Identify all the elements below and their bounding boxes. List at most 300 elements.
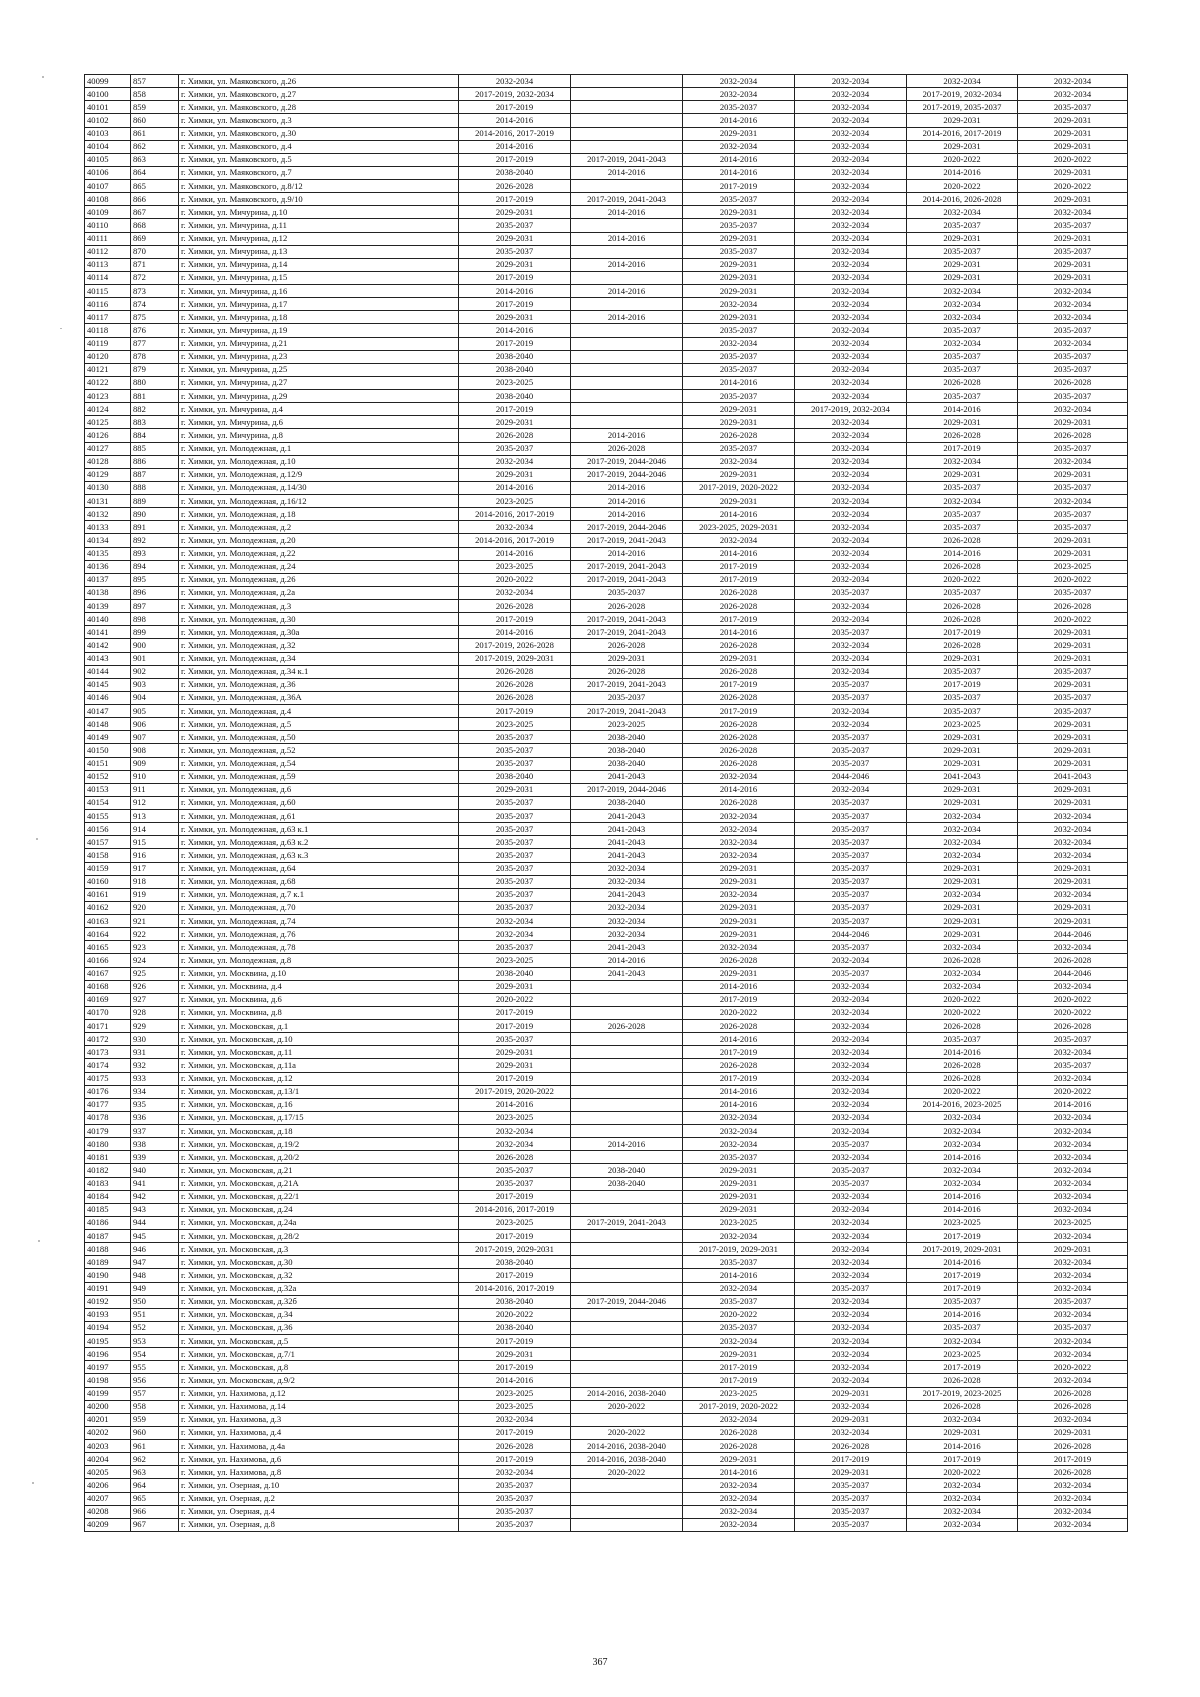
period-cell-4: 2035-2037 xyxy=(795,1492,907,1505)
period-cell-1: 2017-2019 xyxy=(459,613,571,626)
period-cell-4: 2035-2037 xyxy=(795,888,907,901)
period-cell-5: 2032-2034 xyxy=(907,1125,1018,1138)
address-cell: г. Химки, ул. Нахимова, д.4 xyxy=(179,1426,459,1439)
period-cell-4: 2032-2034 xyxy=(795,1072,907,1085)
address-cell: г. Химки, ул. Нахимова, д.12 xyxy=(179,1387,459,1400)
record-id-cell: 40188 xyxy=(85,1243,131,1256)
record-id-cell: 40099 xyxy=(85,75,131,88)
period-cell-1: 2035-2037 xyxy=(459,1518,571,1531)
table-row xyxy=(85,1138,1128,1151)
period-cell-5: 2014-2016 xyxy=(907,1308,1018,1321)
period-cell-2: 2017-2019, 2041-2043 xyxy=(571,1216,683,1229)
period-cell-3: 2017-2019 xyxy=(683,560,795,573)
period-cell-6: 2032-2034 xyxy=(1018,285,1128,298)
period-cell-6: 2029-2031 xyxy=(1018,862,1128,875)
table-row xyxy=(85,455,1128,468)
address-cell: г. Химки, ул. Мичурина, д.18 xyxy=(179,311,459,324)
period-cell-6: 2032-2034 xyxy=(1018,298,1128,311)
period-cell-3: 2032-2034 xyxy=(683,140,795,153)
address-cell: г. Химки, ул. Озерная, д.10 xyxy=(179,1479,459,1492)
period-cell-4: 2032-2034 xyxy=(795,1059,907,1072)
table-row xyxy=(85,1453,1128,1466)
record-id-cell: 40103 xyxy=(85,127,131,140)
period-cell-6: 2026-2028 xyxy=(1018,1387,1128,1400)
period-cell-5: 2029-2031 xyxy=(907,862,1018,875)
period-cell-4: 2032-2034 xyxy=(795,954,907,967)
row-number-cell: 939 xyxy=(131,1151,179,1164)
period-cell-2 xyxy=(571,88,683,101)
table-row xyxy=(85,744,1128,757)
period-cell-3: 2014-2016 xyxy=(683,547,795,560)
period-cell-4: 2032-2034 xyxy=(795,1111,907,1124)
period-cell-4: 2035-2037 xyxy=(795,836,907,849)
record-id-cell: 40162 xyxy=(85,901,131,914)
record-id-cell: 40138 xyxy=(85,586,131,599)
address-cell: г. Химки, ул. Молодежная, д.26 xyxy=(179,573,459,586)
period-cell-2 xyxy=(571,1308,683,1321)
period-cell-3: 2026-2028 xyxy=(683,1426,795,1439)
period-cell-2: 2017-2019, 2041-2043 xyxy=(571,613,683,626)
address-cell: г. Химки, ул. Молодежная, д.20 xyxy=(179,534,459,547)
period-cell-2 xyxy=(571,1203,683,1216)
period-cell-1: 2023-2025 xyxy=(459,1216,571,1229)
period-cell-1: 2035-2037 xyxy=(459,810,571,823)
table-row xyxy=(85,1413,1128,1426)
table-row xyxy=(85,705,1128,718)
period-cell-6: 2032-2034 xyxy=(1018,1308,1128,1321)
record-id-cell: 40163 xyxy=(85,915,131,928)
period-cell-3: 2032-2034 xyxy=(683,1413,795,1426)
record-id-cell: 40187 xyxy=(85,1230,131,1243)
period-cell-2: 2032-2034 xyxy=(571,875,683,888)
period-cell-4: 2032-2034 xyxy=(795,166,907,179)
period-cell-1: 2029-2031 xyxy=(459,232,571,245)
period-cell-3: 2014-2016 xyxy=(683,153,795,166)
table-row xyxy=(85,1335,1128,1348)
period-cell-3: 2032-2034 xyxy=(683,75,795,88)
period-cell-2: 2017-2019, 2044-2046 xyxy=(571,783,683,796)
row-number-cell: 866 xyxy=(131,193,179,206)
period-cell-1: 2038-2040 xyxy=(459,390,571,403)
row-number-cell: 944 xyxy=(131,1216,179,1229)
address-cell: г. Химки, ул. Мичурина, д.15 xyxy=(179,271,459,284)
period-cell-2 xyxy=(571,140,683,153)
period-cell-6: 2035-2037 xyxy=(1018,442,1128,455)
period-cell-6: 2035-2037 xyxy=(1018,481,1128,494)
period-cell-3: 2017-2019 xyxy=(683,993,795,1006)
period-cell-2 xyxy=(571,1098,683,1111)
period-cell-6: 2032-2034 xyxy=(1018,495,1128,508)
period-cell-6: 2032-2034 xyxy=(1018,1282,1128,1295)
period-cell-6: 2020-2022 xyxy=(1018,993,1128,1006)
record-id-cell: 40122 xyxy=(85,376,131,389)
address-cell: г. Химки, ул. Московская, д.7/1 xyxy=(179,1348,459,1361)
period-cell-6: 2032-2034 xyxy=(1018,1046,1128,1059)
period-cell-4: 2032-2034 xyxy=(795,271,907,284)
table-row xyxy=(85,363,1128,376)
address-cell: г. Химки, ул. Молодежная, д.54 xyxy=(179,757,459,770)
address-cell: г. Химки, ул. Мичурина, д.14 xyxy=(179,258,459,271)
row-number-cell: 945 xyxy=(131,1230,179,1243)
row-number-cell: 898 xyxy=(131,613,179,626)
period-cell-1: 2038-2040 xyxy=(459,363,571,376)
period-cell-2 xyxy=(571,127,683,140)
period-cell-3: 2017-2019 xyxy=(683,1361,795,1374)
address-cell: г. Химки, ул. Молодежная, д.36А xyxy=(179,691,459,704)
table-row xyxy=(85,613,1128,626)
period-cell-3: 2032-2034 xyxy=(683,455,795,468)
table-row xyxy=(85,1190,1128,1203)
period-cell-2: 2014-2016 xyxy=(571,1138,683,1151)
table-row xyxy=(85,1518,1128,1531)
period-cell-4: 2032-2034 xyxy=(795,573,907,586)
table-row xyxy=(85,1308,1128,1321)
table-row xyxy=(85,1177,1128,1190)
period-cell-5: 2032-2034 xyxy=(907,1518,1018,1531)
period-cell-2 xyxy=(571,980,683,993)
period-cell-6: 2035-2037 xyxy=(1018,691,1128,704)
period-cell-3: 2026-2028 xyxy=(683,744,795,757)
period-cell-5: 2026-2028 xyxy=(907,1020,1018,1033)
period-cell-3: 2026-2028 xyxy=(683,691,795,704)
period-cell-1: 2029-2031 xyxy=(459,416,571,429)
period-cell-5: 2029-2031 xyxy=(907,744,1018,757)
period-cell-1: 2014-2016, 2017-2019 xyxy=(459,534,571,547)
period-cell-2: 2041-2043 xyxy=(571,967,683,980)
period-cell-4: 2035-2037 xyxy=(795,1177,907,1190)
period-cell-2: 2014-2016, 2038-2040 xyxy=(571,1440,683,1453)
period-cell-1: 2017-2019 xyxy=(459,101,571,114)
address-cell: г. Химки, ул. Московская, д.5 xyxy=(179,1335,459,1348)
period-cell-2 xyxy=(571,1006,683,1019)
period-cell-2: 2038-2040 xyxy=(571,1177,683,1190)
table-body xyxy=(85,75,1128,1532)
period-cell-1: 2014-2016 xyxy=(459,285,571,298)
period-cell-4: 2032-2034 xyxy=(795,1020,907,1033)
table-row xyxy=(85,219,1128,232)
record-id-cell: 40145 xyxy=(85,678,131,691)
table-row xyxy=(85,783,1128,796)
record-id-cell: 40152 xyxy=(85,770,131,783)
period-cell-3: 2032-2034 xyxy=(683,1518,795,1531)
period-cell-1: 2014-2016, 2017-2019 xyxy=(459,1203,571,1216)
address-cell: г. Химки, ул. Молодежная, д.30 xyxy=(179,613,459,626)
period-cell-4: 2032-2034 xyxy=(795,442,907,455)
period-cell-6: 2032-2034 xyxy=(1018,1177,1128,1190)
period-cell-3: 2029-2031 xyxy=(683,928,795,941)
period-cell-1: 2020-2022 xyxy=(459,573,571,586)
period-cell-1: 2038-2040 xyxy=(459,770,571,783)
period-cell-1: 2017-2019 xyxy=(459,1453,571,1466)
record-id-cell: 40139 xyxy=(85,600,131,613)
table-row xyxy=(85,1295,1128,1308)
period-cell-3: 2023-2025, 2029-2031 xyxy=(683,521,795,534)
address-cell: г. Химки, ул. Молодежная, д.63 к.2 xyxy=(179,836,459,849)
period-cell-2: 2014-2016 xyxy=(571,954,683,967)
row-number-cell: 908 xyxy=(131,744,179,757)
row-number-cell: 931 xyxy=(131,1046,179,1059)
period-cell-5: 2032-2034 xyxy=(907,1177,1018,1190)
period-cell-3: 2032-2034 xyxy=(683,337,795,350)
period-cell-5: 2020-2022 xyxy=(907,180,1018,193)
address-cell: г. Химки, ул. Маяковского, д.9/10 xyxy=(179,193,459,206)
scan-speck xyxy=(32,1482,34,1484)
period-cell-3: 2035-2037 xyxy=(683,324,795,337)
record-id-cell: 40104 xyxy=(85,140,131,153)
period-cell-2: 2014-2016 xyxy=(571,495,683,508)
address-cell: г. Химки, ул. Московская, д.8 xyxy=(179,1361,459,1374)
period-cell-2 xyxy=(571,1374,683,1387)
table-row xyxy=(85,481,1128,494)
period-cell-6: 2032-2034 xyxy=(1018,1518,1128,1531)
period-cell-2 xyxy=(571,1072,683,1085)
period-cell-1: 2023-2025 xyxy=(459,560,571,573)
period-cell-4: 2032-2034 xyxy=(795,560,907,573)
address-cell: г. Химки, ул. Молодежная, д.18 xyxy=(179,508,459,521)
address-cell: г. Химки, ул. Мичурина, д.8 xyxy=(179,429,459,442)
period-cell-3: 2032-2034 xyxy=(683,849,795,862)
period-cell-5: 2026-2028 xyxy=(907,1374,1018,1387)
address-cell: г. Химки, ул. Московская, д.32 xyxy=(179,1269,459,1282)
record-id-cell: 40132 xyxy=(85,508,131,521)
period-cell-1: 2026-2028 xyxy=(459,678,571,691)
period-cell-4: 2032-2034 xyxy=(795,1230,907,1243)
period-cell-6: 2032-2034 xyxy=(1018,1151,1128,1164)
period-cell-2 xyxy=(571,75,683,88)
table-row xyxy=(85,206,1128,219)
table-row xyxy=(85,1125,1128,1138)
period-cell-4: 2032-2034 xyxy=(795,1243,907,1256)
period-cell-4: 2032-2034 xyxy=(795,993,907,1006)
period-cell-5: 2020-2022 xyxy=(907,573,1018,586)
table-row xyxy=(85,88,1128,101)
period-cell-2 xyxy=(571,101,683,114)
row-number-cell: 893 xyxy=(131,547,179,560)
address-cell: г. Химки, ул. Молодежная, д.63 к.3 xyxy=(179,849,459,862)
period-cell-6: 2032-2034 xyxy=(1018,849,1128,862)
table-row xyxy=(85,941,1128,954)
row-number-cell: 965 xyxy=(131,1492,179,1505)
period-cell-5: 2029-2031 xyxy=(907,731,1018,744)
period-cell-3: 2035-2037 xyxy=(683,193,795,206)
period-cell-5: 2035-2037 xyxy=(907,521,1018,534)
period-cell-6: 2029-2031 xyxy=(1018,757,1128,770)
row-number-cell: 873 xyxy=(131,285,179,298)
period-cell-4: 2032-2034 xyxy=(795,1190,907,1203)
period-cell-6: 2023-2025 xyxy=(1018,1216,1128,1229)
period-cell-3: 2017-2019, 2020-2022 xyxy=(683,1400,795,1413)
record-id-cell: 40131 xyxy=(85,495,131,508)
table-row xyxy=(85,731,1128,744)
table-row xyxy=(85,140,1128,153)
period-cell-6: 2032-2034 xyxy=(1018,206,1128,219)
record-id-cell: 40170 xyxy=(85,1006,131,1019)
period-cell-6: 2029-2031 xyxy=(1018,744,1128,757)
record-id-cell: 40127 xyxy=(85,442,131,455)
address-cell: г. Химки, ул. Московская, д.24 xyxy=(179,1203,459,1216)
record-id-cell: 40203 xyxy=(85,1440,131,1453)
period-cell-4: 2035-2037 xyxy=(795,849,907,862)
period-cell-5: 2014-2016 xyxy=(907,547,1018,560)
period-cell-2: 2017-2019, 2041-2043 xyxy=(571,534,683,547)
period-cell-6: 2029-2031 xyxy=(1018,547,1128,560)
period-cell-1: 2026-2028 xyxy=(459,665,571,678)
period-cell-4: 2032-2034 xyxy=(795,1085,907,1098)
period-cell-2: 2020-2022 xyxy=(571,1466,683,1479)
period-cell-1: 2035-2037 xyxy=(459,1492,571,1505)
row-number-cell: 872 xyxy=(131,271,179,284)
scan-speck xyxy=(60,328,62,329)
period-cell-4: 2026-2028 xyxy=(795,1440,907,1453)
table-row xyxy=(85,285,1128,298)
period-cell-4: 2032-2034 xyxy=(795,1006,907,1019)
record-id-cell: 40119 xyxy=(85,337,131,350)
period-cell-1: 2035-2037 xyxy=(459,1164,571,1177)
address-cell: г. Химки, ул. Московская, д.32б xyxy=(179,1295,459,1308)
period-cell-3: 2032-2034 xyxy=(683,1138,795,1151)
table-row xyxy=(85,1492,1128,1505)
period-cell-2 xyxy=(571,993,683,1006)
period-cell-5: 2032-2034 xyxy=(907,455,1018,468)
table-row xyxy=(85,1033,1128,1046)
row-number-cell: 875 xyxy=(131,311,179,324)
table-row xyxy=(85,1111,1128,1124)
period-cell-6: 2032-2034 xyxy=(1018,1492,1128,1505)
address-cell: г. Химки, ул. Молодежная, д.10 xyxy=(179,455,459,468)
address-cell: г. Химки, ул. Маяковского, д.27 xyxy=(179,88,459,101)
period-cell-1: 2017-2019 xyxy=(459,337,571,350)
row-number-cell: 924 xyxy=(131,954,179,967)
record-id-cell: 40107 xyxy=(85,180,131,193)
address-cell: г. Химки, ул. Московская, д.32а xyxy=(179,1282,459,1295)
period-cell-4: 2032-2034 xyxy=(795,127,907,140)
period-cell-2: 2014-2016, 2038-2040 xyxy=(571,1387,683,1400)
period-cell-5: 2032-2034 xyxy=(907,888,1018,901)
period-cell-5: 2017-2019 xyxy=(907,1453,1018,1466)
period-cell-4: 2032-2034 xyxy=(795,521,907,534)
address-cell: г. Химки, ул. Молодежная, д.22 xyxy=(179,547,459,560)
table-row xyxy=(85,901,1128,914)
address-cell: г. Химки, ул. Маяковского, д.26 xyxy=(179,75,459,88)
period-cell-2: 2041-2043 xyxy=(571,770,683,783)
table-row xyxy=(85,954,1128,967)
period-cell-5: 2035-2037 xyxy=(907,324,1018,337)
period-cell-4: 2032-2034 xyxy=(795,206,907,219)
period-cell-1: 2017-2019, 2032-2034 xyxy=(459,88,571,101)
period-cell-6: 2035-2037 xyxy=(1018,219,1128,232)
period-cell-5: 2029-2031 xyxy=(907,271,1018,284)
period-cell-1: 2035-2037 xyxy=(459,836,571,849)
record-id-cell: 40191 xyxy=(85,1282,131,1295)
period-cell-3: 2017-2019 xyxy=(683,573,795,586)
period-cell-4: 2032-2034 xyxy=(795,547,907,560)
period-cell-2: 2017-2019, 2041-2043 xyxy=(571,705,683,718)
period-cell-1: 2032-2034 xyxy=(459,586,571,599)
row-number-cell: 954 xyxy=(131,1348,179,1361)
period-cell-1: 2035-2037 xyxy=(459,731,571,744)
period-cell-4: 2035-2037 xyxy=(795,626,907,639)
period-cell-1: 2038-2040 xyxy=(459,967,571,980)
period-cell-5: 2014-2016 xyxy=(907,1440,1018,1453)
period-cell-4: 2032-2034 xyxy=(795,363,907,376)
address-cell: г. Химки, ул. Молодежная, д.74 xyxy=(179,915,459,928)
period-cell-2: 2017-2019, 2044-2046 xyxy=(571,455,683,468)
period-cell-3: 2032-2034 xyxy=(683,1230,795,1243)
period-cell-4: 2032-2034 xyxy=(795,705,907,718)
row-number-cell: 933 xyxy=(131,1072,179,1085)
period-cell-5: 2032-2034 xyxy=(907,1335,1018,1348)
table-row xyxy=(85,1085,1128,1098)
period-cell-3: 2029-2031 xyxy=(683,967,795,980)
row-number-cell: 941 xyxy=(131,1177,179,1190)
row-number-cell: 894 xyxy=(131,560,179,573)
row-number-cell: 922 xyxy=(131,928,179,941)
period-cell-1: 2032-2034 xyxy=(459,521,571,534)
period-cell-4: 2032-2034 xyxy=(795,783,907,796)
row-number-cell: 904 xyxy=(131,691,179,704)
period-cell-5: 2017-2019, 2035-2037 xyxy=(907,101,1018,114)
data-sheet xyxy=(84,74,1127,1532)
period-cell-4: 2044-2046 xyxy=(795,928,907,941)
table-row xyxy=(85,416,1128,429)
period-cell-3: 2026-2028 xyxy=(683,718,795,731)
period-cell-4: 2032-2034 xyxy=(795,324,907,337)
period-cell-6: 2020-2022 xyxy=(1018,613,1128,626)
table-row xyxy=(85,534,1128,547)
period-cell-2: 2026-2028 xyxy=(571,600,683,613)
row-number-cell: 901 xyxy=(131,652,179,665)
table-row xyxy=(85,324,1128,337)
period-cell-1: 2014-2016 xyxy=(459,626,571,639)
address-cell: г. Химки, ул. Мичурина, д.23 xyxy=(179,350,459,363)
row-number-cell: 962 xyxy=(131,1453,179,1466)
period-cell-6: 2044-2046 xyxy=(1018,967,1128,980)
period-cell-4: 2032-2034 xyxy=(795,1321,907,1334)
row-number-cell: 955 xyxy=(131,1361,179,1374)
period-cell-5: 2035-2037 xyxy=(907,219,1018,232)
period-cell-2 xyxy=(571,1033,683,1046)
row-number-cell: 921 xyxy=(131,915,179,928)
period-cell-5: 2035-2037 xyxy=(907,586,1018,599)
period-cell-2: 2041-2043 xyxy=(571,810,683,823)
period-cell-2 xyxy=(571,1505,683,1518)
row-number-cell: 915 xyxy=(131,836,179,849)
table-row xyxy=(85,193,1128,206)
scan-speck xyxy=(36,838,38,840)
period-cell-4: 2032-2034 xyxy=(795,1374,907,1387)
row-number-cell: 956 xyxy=(131,1374,179,1387)
period-cell-6: 2035-2037 xyxy=(1018,1033,1128,1046)
period-cell-1: 2017-2019 xyxy=(459,271,571,284)
period-cell-6: 2032-2034 xyxy=(1018,888,1128,901)
address-cell: г. Химки, ул. Озерная, д.8 xyxy=(179,1518,459,1531)
table-row xyxy=(85,180,1128,193)
address-cell: г. Химки, ул. Мичурина, д.6 xyxy=(179,416,459,429)
period-cell-3: 2014-2016 xyxy=(683,1033,795,1046)
period-cell-4: 2032-2034 xyxy=(795,455,907,468)
period-cell-4: 2032-2034 xyxy=(795,311,907,324)
period-cell-4: 2017-2019, 2032-2034 xyxy=(795,403,907,416)
record-id-cell: 40204 xyxy=(85,1453,131,1466)
record-id-cell: 40189 xyxy=(85,1256,131,1269)
period-cell-3: 2032-2034 xyxy=(683,1479,795,1492)
record-id-cell: 40174 xyxy=(85,1059,131,1072)
period-cell-5: 2029-2031 xyxy=(907,915,1018,928)
period-cell-4: 2035-2037 xyxy=(795,823,907,836)
period-cell-6: 2035-2037 xyxy=(1018,586,1128,599)
period-cell-3: 2029-2031 xyxy=(683,403,795,416)
table-row xyxy=(85,1098,1128,1111)
